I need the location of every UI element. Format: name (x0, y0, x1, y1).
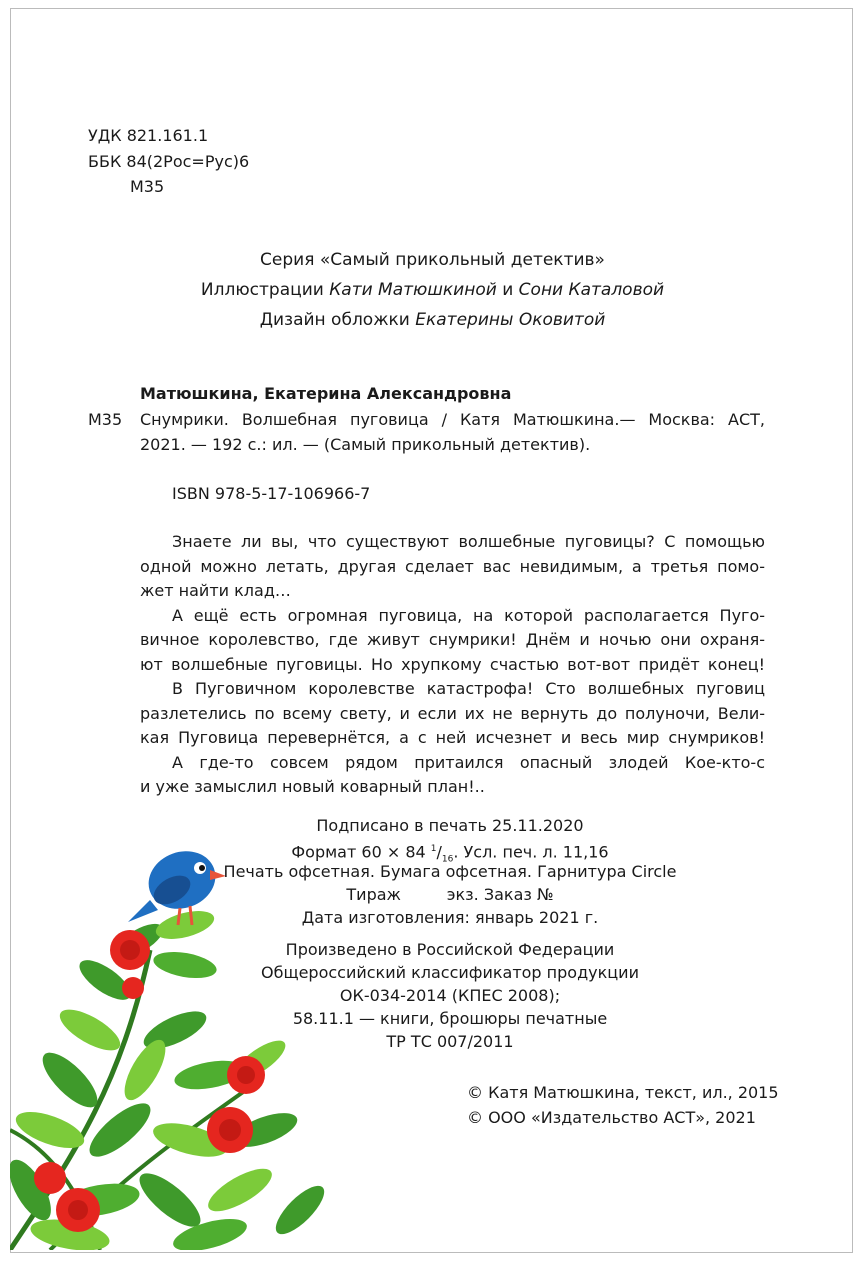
series-name: «Самый прикольный детектив» (319, 250, 605, 270)
udk-code: УДК 821.161.1 (88, 126, 209, 145)
design-line (0, 305, 865, 335)
annotation-line: вичное королевство, где живут снумрики! Днём и ночью они охраня- (140, 630, 765, 649)
copyright-author: © Катя Матюшкина, текст, ил., 2015 (467, 1083, 779, 1102)
format-suffix: . Усл. печ. л. 11,16 (453, 842, 609, 862)
annotation-line: одной можно летать, другая сделает вас невидимым, а третья помо- (140, 556, 765, 576)
biblio-line-1: Снумрики. Волшебная пуговица / Катя Матюшкина.— Москва: АСТ, (140, 410, 765, 429)
print-details: Печать офсетная. Бумага офсетная. Гарнитура Circle (223, 862, 677, 881)
made-in: Произведено в Российской Федерации (285, 940, 615, 959)
series-line (0, 245, 865, 275)
and-word: и (502, 280, 514, 300)
okp-code: ОК-034-2014 (КПЕС 2008); (339, 986, 561, 1005)
author-mark: М35 (130, 177, 165, 196)
run-order: Тираж экз. Заказ № (346, 885, 554, 904)
biblio-line-2: 2021. — 192 с.: ил. — (Самый прикольный детектив). (140, 435, 591, 454)
annotation-line: А ещё есть огромная пуговица, на которой располагается Пуго- (172, 605, 765, 625)
annotation-line: кая Пуговица перевернётся, а с ней исчезнет и весь мир снумриков! (140, 728, 765, 747)
series-prefix: Серия (260, 250, 315, 270)
illustrators-line (0, 275, 865, 305)
annotation-line: ют волшебные пуговицы. Но хрупкому счастью вот-вот придёт конец! (140, 654, 765, 674)
technical-regulation: ТР ТС 007/2011 (386, 1032, 514, 1051)
annotation-line: разлетелись по всему свету, и если их не вернуть до полуночи, Вели- (140, 703, 765, 723)
annotation-line: и уже замыслил новый коварный план!.. (140, 777, 485, 796)
isbn: ISBN 978-5-17-106966-7 (172, 484, 371, 503)
signed-to-print: Подписано в печать 25.11.2020 (316, 816, 584, 835)
format-numerator: 1 (430, 844, 437, 854)
copyright-publisher: © ООО «Издательство АСТ», 2021 (467, 1108, 756, 1127)
annotation-line: Знаете ли вы, что существуют волшебные пуговицы? С помощью (172, 532, 765, 551)
illustrations-prefix: Иллюстрации (200, 280, 324, 300)
format-line: Формат 60 × 84 $^1/_{16}$. Усл. печ. л. 11,16 (291, 842, 609, 865)
bbk-code: ББК 84(2Рос=Рус)6 (88, 152, 250, 171)
design-prefix: Дизайн обложки (259, 310, 410, 330)
illustrator-2: Сони Каталовой (518, 280, 665, 300)
author-heading: Матюшкина, Екатерина Александровна (140, 384, 512, 403)
classifier: Общероссийский классификатор продукции (261, 963, 639, 982)
format-denominator: 16 (441, 854, 454, 865)
cover-designer: Екатерины Оковитой (415, 310, 606, 330)
okp-products: 58.11.1 — книги, брошюры печатные (292, 1009, 608, 1028)
annotation-line: А где-то совсем рядом притаился опасный злодей Кое-кто-с (172, 752, 765, 772)
manufacture-date: Дата изготовления: январь 2021 г. (301, 908, 599, 927)
illustrator-1: Кати Матюшкиной (329, 280, 497, 300)
format-prefix: Формат 60 × 84 (291, 842, 426, 862)
biblio-code: М35 (88, 410, 123, 429)
annotation-line: В Пуговичном королевстве катастрофа! Сто волшебных пуговиц (172, 679, 765, 698)
annotation-line: жет найти клад… (140, 581, 291, 600)
